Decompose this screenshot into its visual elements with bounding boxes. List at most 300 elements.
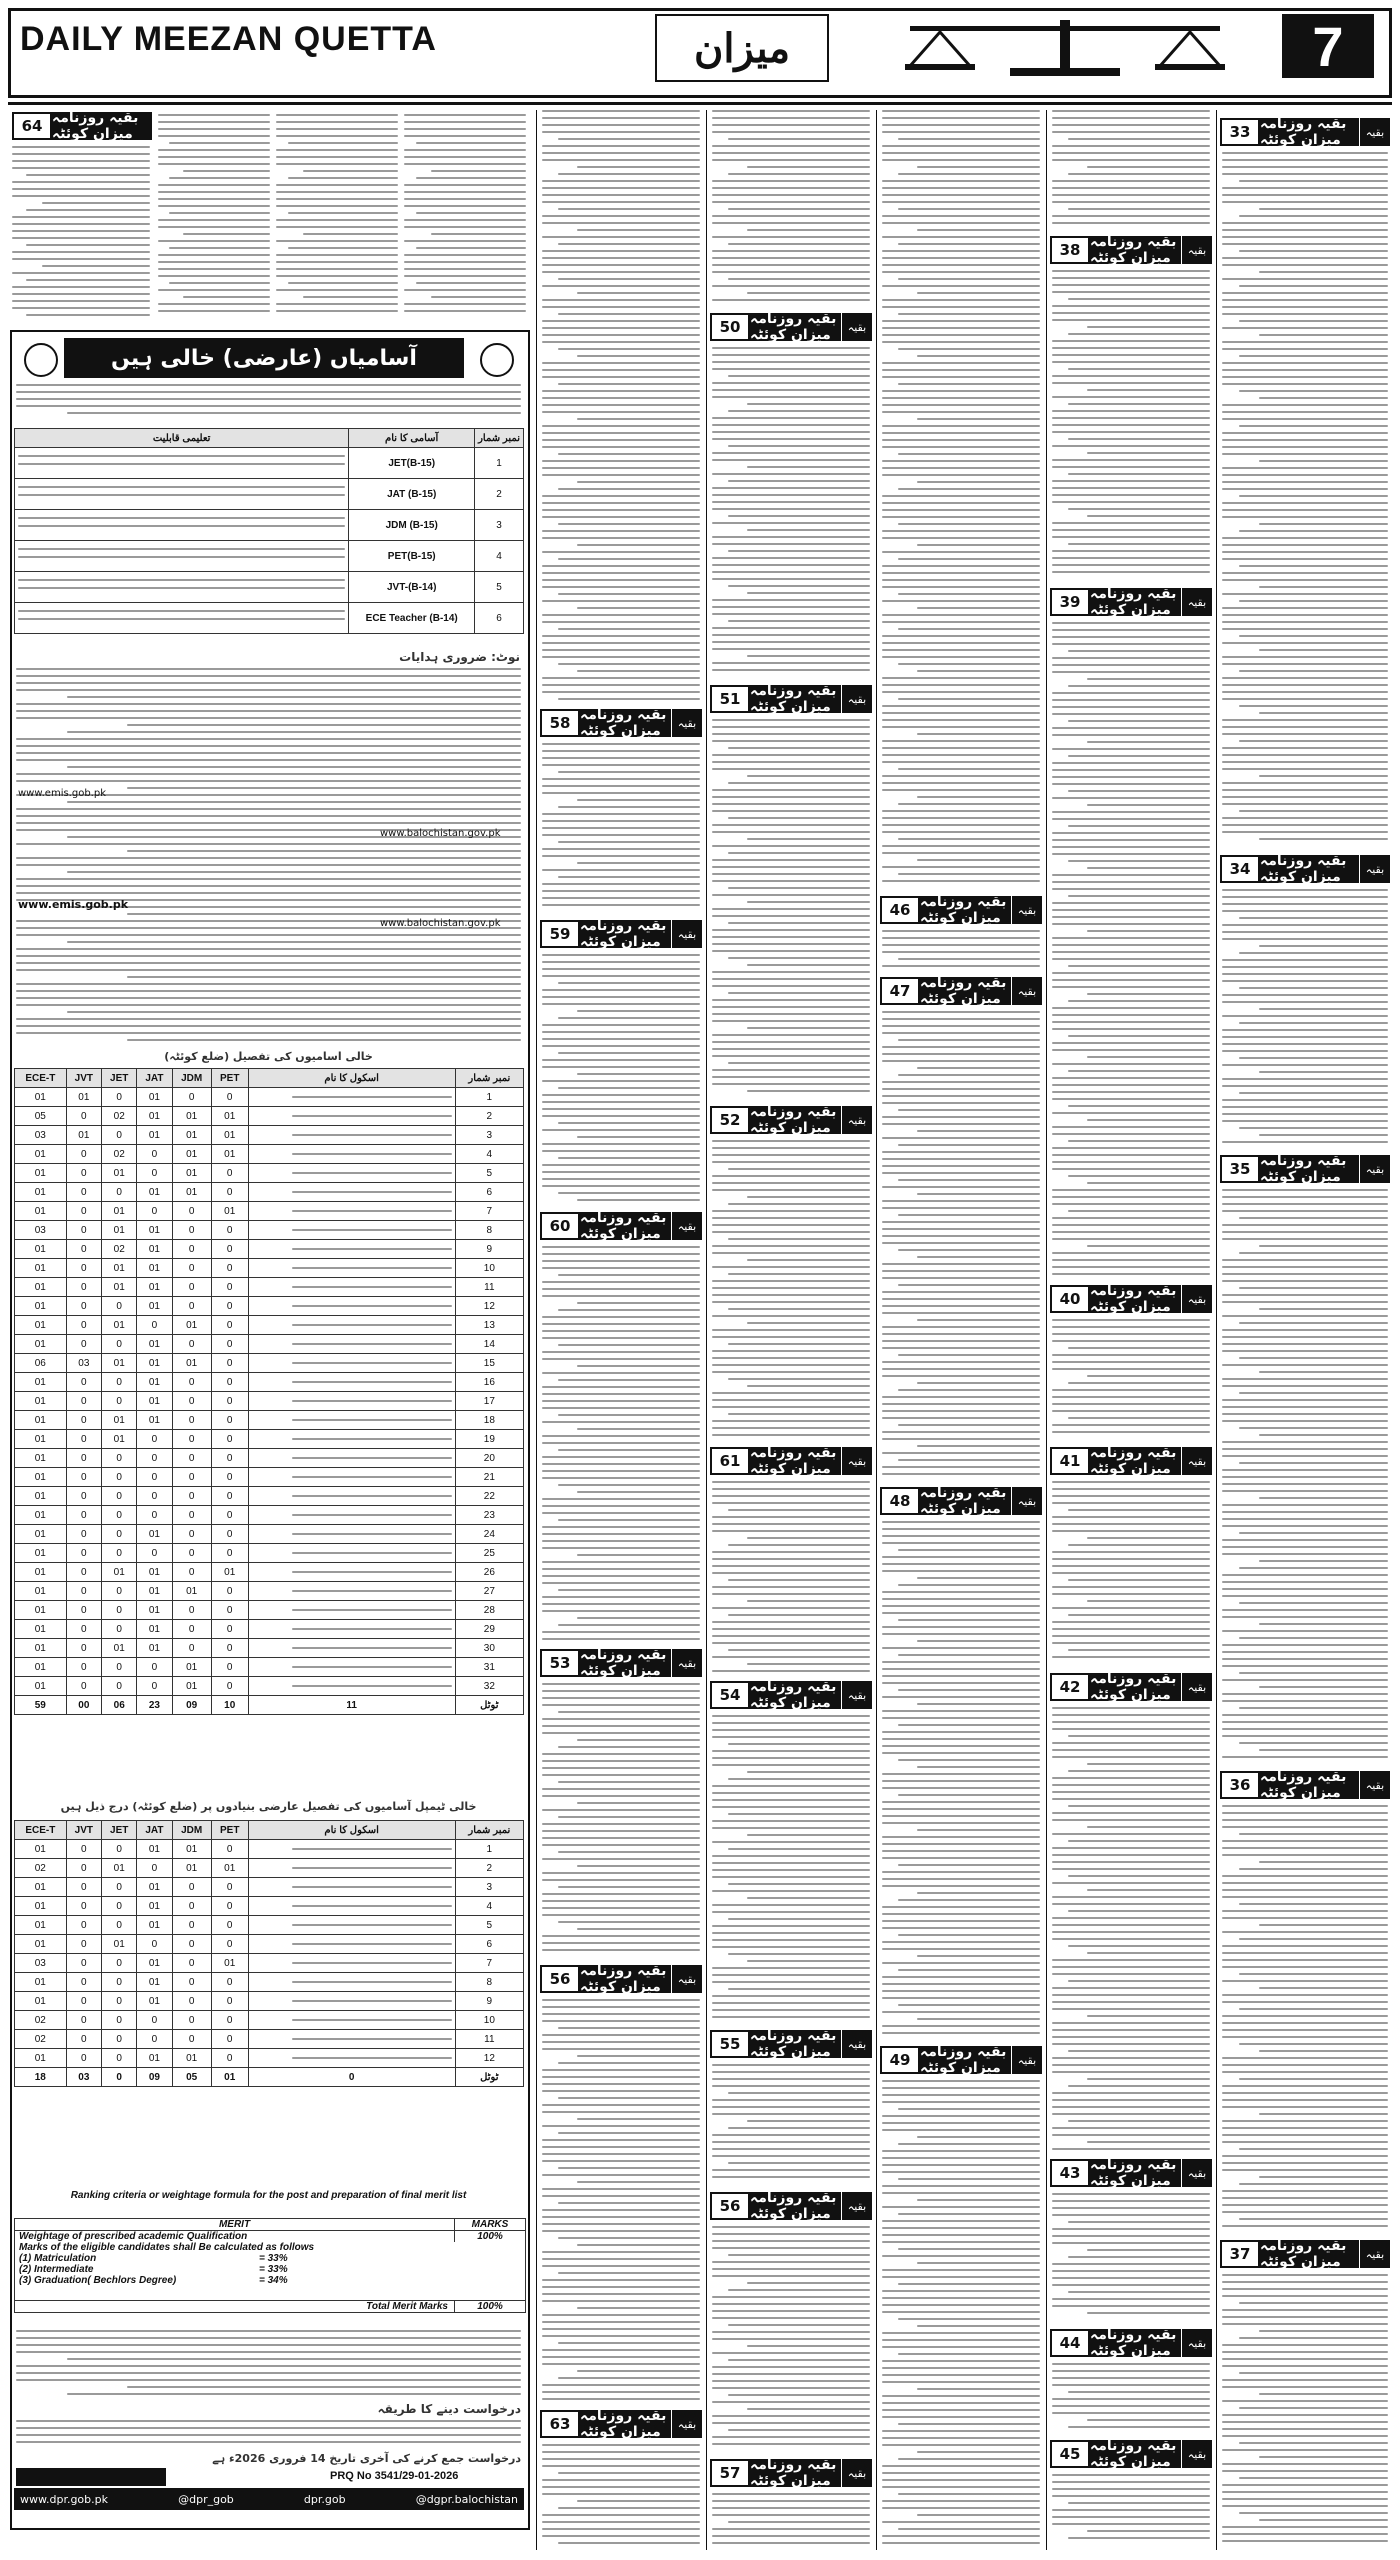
text-line (712, 936, 870, 938)
text-line (542, 390, 700, 392)
text-line (712, 859, 870, 861)
continuation-tag: بقیہ (671, 709, 702, 737)
text-line (1052, 1721, 1210, 1723)
text-line (882, 1752, 1040, 1754)
text-line (1239, 2337, 1388, 2339)
count-cell: 0 (137, 1487, 172, 1506)
text-line (558, 771, 700, 773)
text-line (1052, 1530, 1210, 1532)
text-line (1052, 2228, 1210, 2230)
continuation-heading (880, 896, 1042, 924)
text-line (542, 1150, 700, 1152)
text-line (1259, 271, 1388, 273)
text-line (558, 173, 700, 175)
count-cell: 01 (137, 1878, 172, 1897)
text-line (542, 1704, 700, 1706)
text-line (1052, 291, 1210, 293)
table1-title: خالی اسامیوں کی تفصیل (ضلع کوئٹہ) (164, 1050, 373, 1063)
text-line (577, 1365, 700, 1367)
count-cell: 0 (172, 1506, 211, 1525)
text-line (712, 1175, 870, 1177)
text-line (577, 2370, 700, 2372)
text-line (882, 1116, 1040, 1118)
text-line (728, 1168, 870, 1170)
school-name-cell (248, 1897, 455, 1916)
continuation-label: بقیہ روزنامہ میزان کوئٹہ (1090, 2329, 1181, 2357)
continuation-heading (710, 2459, 872, 2487)
text-line (1052, 2008, 1210, 2010)
text-line (1222, 1106, 1388, 1108)
text-line (1222, 1966, 1388, 1968)
school-name-cell (248, 2011, 455, 2030)
table-row (15, 1145, 524, 1164)
merit-value: = 33% (259, 2253, 288, 2264)
text-line (577, 2500, 700, 2502)
website-balochistan-2[interactable]: www.balochistan.gov.pk (380, 918, 501, 929)
text-line (1052, 131, 1210, 133)
text-line (712, 522, 870, 524)
text-line (882, 131, 1040, 133)
text-line (882, 831, 1040, 833)
post-number: 3 (475, 510, 524, 541)
text-line (882, 677, 1040, 679)
text-line (127, 913, 521, 915)
text-line (728, 992, 870, 994)
text-line (1222, 1910, 1388, 1912)
text-line (728, 1413, 870, 1415)
text-line (1222, 2155, 1388, 2157)
text-line (712, 2436, 870, 2438)
footer-instagram[interactable]: dpr.gob (303, 2492, 346, 2506)
text-line (1068, 1840, 1210, 1842)
text-line (577, 1428, 700, 1430)
text-line (898, 1179, 1040, 1181)
instructions-text (16, 668, 521, 1046)
continuation-label: بقیہ روزنامہ میزان کوئٹہ (580, 2410, 671, 2438)
text-line (542, 516, 700, 518)
text-line (558, 138, 700, 140)
text-line (917, 166, 1040, 168)
text-line (882, 2437, 1040, 2439)
text-line (558, 1122, 700, 1124)
table-row (15, 1354, 524, 1373)
text-line (1222, 663, 1388, 665)
text-line (1052, 215, 1210, 217)
text-line (712, 2310, 870, 2312)
text-line (882, 740, 1040, 742)
table-row (15, 1897, 524, 1916)
text-line (712, 2366, 870, 2368)
footer-website[interactable]: www.dpr.gob.pk (20, 2492, 108, 2506)
row-number: 16 (455, 1373, 523, 1392)
text-line (1222, 656, 1388, 658)
text-line (1222, 1588, 1388, 1590)
text-line (712, 1280, 870, 1282)
text-line (542, 2493, 700, 2495)
text-line (1259, 1861, 1388, 1863)
column-header: JDM (172, 1069, 211, 1088)
text-line (12, 237, 150, 239)
text-line (558, 1157, 700, 1159)
text-line (898, 278, 1040, 280)
text-line (1222, 2029, 1388, 2031)
text-line (712, 110, 870, 112)
website-emis[interactable]: www.emis.gob.pk (18, 788, 106, 799)
text-line (712, 2099, 870, 2101)
count-cell: 01 (137, 1259, 172, 1278)
text-line (542, 1683, 700, 1685)
text-line (16, 955, 521, 957)
text-line (1052, 1854, 1210, 1856)
continuation-number: 47 (880, 977, 920, 1005)
column-header: نمبر شمار (455, 1069, 523, 1088)
continuation-heading (1050, 236, 1212, 264)
text-line (1222, 1113, 1388, 1115)
text-line (577, 1739, 700, 1741)
continuation-number: 40 (1050, 1285, 1090, 1313)
text-line (712, 1523, 870, 1525)
text-line (1222, 1196, 1388, 1198)
news-column (1218, 110, 1392, 2550)
text-line (404, 128, 526, 130)
text-line (1052, 2488, 1210, 2490)
text-line (577, 2181, 700, 2183)
text-line (882, 2164, 1040, 2166)
text-line (1259, 2393, 1388, 2395)
text-line (1052, 1861, 1210, 1863)
text-line (542, 743, 700, 745)
text-line (169, 142, 270, 144)
text-line (1052, 846, 1210, 848)
count-cell: 01 (66, 1088, 101, 1107)
text-line (882, 2409, 1040, 2411)
text-line (67, 906, 522, 908)
text-line (882, 866, 1040, 868)
text-line (1259, 945, 1388, 947)
table-row (15, 1916, 524, 1935)
text-line (917, 1703, 1040, 1705)
text-line (882, 2234, 1040, 2236)
text-line (882, 2486, 1040, 2488)
text-line (728, 887, 870, 889)
text-line (1052, 1333, 1210, 1335)
text-line (712, 2002, 870, 2004)
text-line (882, 572, 1040, 574)
post-number: 4 (475, 541, 524, 572)
text-line (1259, 2176, 1388, 2178)
text-line (558, 2377, 700, 2379)
text-line (183, 233, 270, 235)
table-row (15, 2049, 524, 2068)
count-cell: 0 (66, 1487, 101, 1506)
text-line (712, 789, 870, 791)
text-line (882, 502, 1040, 504)
text-line (16, 752, 521, 754)
text-line (882, 649, 1040, 651)
text-line (127, 850, 521, 852)
text-line (728, 1953, 870, 1955)
text-line (1222, 1980, 1388, 1982)
count-cell: 0 (172, 1221, 211, 1240)
text-line (16, 2427, 521, 2429)
text-line (1222, 1896, 1388, 1898)
text-line (882, 271, 1040, 273)
count-cell: 01 (137, 1240, 172, 1259)
text-line (1222, 698, 1388, 700)
continuation-heading (1220, 118, 1390, 146)
text-line (67, 731, 522, 733)
text-line (558, 1087, 700, 1089)
text-line (747, 466, 870, 468)
text-line (1222, 1889, 1388, 1891)
count-cell: 0 (66, 1897, 101, 1916)
text-line (1222, 1085, 1388, 1087)
text-line (16, 2344, 521, 2346)
text-line (1222, 2400, 1388, 2402)
text-line (1052, 1714, 1210, 1716)
school-name-cell (248, 1677, 455, 1696)
text-line (1052, 1112, 1210, 1114)
text-line (1068, 1735, 1210, 1737)
row-number: 30 (455, 1639, 523, 1658)
text-line (577, 481, 700, 483)
footer-facebook[interactable]: @dgpr.balochistan (415, 2492, 518, 2506)
text-line (16, 398, 521, 400)
text-line (917, 1193, 1040, 1195)
text-line (1052, 180, 1210, 182)
continuation-label: بقیہ روزنامہ میزان کوئٹہ (1090, 2159, 1181, 2187)
text-line (712, 613, 870, 615)
continuation-label: بقیہ روزنامہ میزان کوئٹہ (1090, 1447, 1181, 1475)
count-cell: 0 (172, 1916, 211, 1935)
column-header: JAT (137, 1821, 172, 1840)
text-line (577, 1010, 700, 1012)
text-line (292, 1647, 452, 1649)
text-line (1052, 629, 1210, 631)
text-line (1087, 2078, 1210, 2080)
text-line (1222, 516, 1388, 518)
text-line (1222, 1525, 1388, 1527)
article-text (1052, 2474, 1210, 2550)
text-line (542, 1288, 700, 1290)
text-line (158, 275, 270, 277)
text-line (1222, 313, 1388, 315)
text-line (917, 796, 1040, 798)
continuation-heading (710, 313, 872, 341)
website-balochistan[interactable]: www.balochistan.gov.pk (380, 828, 501, 839)
text-line (728, 2289, 870, 2291)
text-line (728, 922, 870, 924)
text-line (1259, 2113, 1388, 2115)
school-name-cell (248, 1354, 455, 1373)
text-line (882, 810, 1040, 812)
text-line (16, 773, 521, 775)
footer-twitter[interactable]: @dpr_gob (178, 2492, 234, 2506)
text-line (558, 1274, 700, 1276)
count-cell: 01 (15, 1145, 67, 1164)
count-cell: 01 (15, 1563, 67, 1582)
text-line (1087, 326, 1210, 328)
text-line (1239, 2512, 1388, 2514)
text-line (1222, 2015, 1388, 2017)
text-line (16, 384, 521, 386)
text-line (1222, 1099, 1388, 1101)
continuation-heading (710, 685, 872, 713)
text-line (1222, 1238, 1388, 1240)
text-line (882, 2374, 1040, 2376)
text-line (1052, 2092, 1210, 2094)
text-line (542, 1442, 700, 1444)
school-name-cell (248, 1916, 455, 1935)
text-line (1052, 2071, 1210, 2073)
text-line (1087, 452, 1210, 454)
text-line (1068, 1945, 1210, 1947)
text-line (728, 957, 870, 959)
continuation-number: 49 (880, 2046, 920, 2074)
text-line (542, 1907, 700, 1909)
text-line (728, 1238, 870, 1240)
text-line (1052, 2405, 1210, 2407)
text-line (1052, 2284, 1210, 2286)
text-line (1052, 1224, 1210, 1226)
count-cell: 01 (15, 1992, 67, 2011)
count-cell: 0 (66, 1107, 101, 1126)
text-line (898, 348, 1040, 350)
text-line (292, 1886, 452, 1888)
text-line (882, 2171, 1040, 2173)
text-line (542, 236, 700, 238)
text-line (728, 243, 870, 245)
text-line (542, 975, 700, 977)
count-cell: 0 (66, 1411, 101, 1430)
text-line (712, 1041, 870, 1043)
text-line (288, 247, 398, 249)
text-line (712, 1862, 870, 1864)
row-number: 25 (455, 1544, 523, 1563)
text-line (1222, 1455, 1388, 1457)
text-line (917, 292, 1040, 294)
text-line (1052, 1424, 1210, 1426)
text-line (12, 258, 150, 260)
text-line (542, 1164, 700, 1166)
text-line (288, 212, 398, 214)
text-line (1052, 1340, 1210, 1342)
text-line (1068, 298, 1210, 300)
text-line (1052, 2207, 1210, 2209)
text-line (577, 292, 700, 294)
text-line (1222, 2134, 1388, 2136)
text-line (1222, 173, 1388, 175)
continuation-heading (1050, 2159, 1212, 2187)
text-line (1222, 278, 1388, 280)
text-line (404, 114, 526, 116)
text-line (882, 705, 1040, 707)
count-cell: 0 (102, 1487, 137, 1506)
news-column (708, 110, 874, 2550)
text-line (542, 117, 700, 119)
text-line (712, 389, 870, 391)
text-line (558, 876, 700, 878)
text-line (712, 908, 870, 910)
text-line (1222, 2064, 1388, 2066)
table-row (15, 1620, 524, 1639)
count-cell: 0 (211, 1373, 248, 1392)
text-line (577, 1136, 700, 1138)
article-text (712, 719, 870, 1102)
text-line (1052, 466, 1210, 468)
text-line (882, 1745, 1040, 1747)
text-line (1222, 2505, 1388, 2507)
text-line (1052, 671, 1210, 673)
text-line (542, 1823, 700, 1825)
text-line (917, 1829, 1040, 1831)
text-line (882, 320, 1040, 322)
text-line (1068, 1140, 1210, 1142)
text-line (158, 128, 270, 130)
column-header: JAT (137, 1069, 172, 1088)
text-line (1259, 1560, 1388, 1562)
count-cell: 01 (15, 1935, 67, 1954)
text-line (747, 1196, 870, 1198)
school-name-cell (248, 1373, 455, 1392)
text-line (1239, 355, 1388, 357)
text-line (292, 1628, 452, 1630)
merit-value: = 34% (259, 2275, 288, 2286)
count-cell: 0 (102, 1620, 137, 1639)
text-line (728, 1813, 870, 1815)
text-line (1068, 473, 1210, 475)
text-line (1239, 2183, 1388, 2185)
text-line (1222, 1546, 1388, 1548)
text-line (1259, 1749, 1388, 1751)
text-line (1239, 810, 1388, 812)
website-emis-2[interactable]: www.emis.gob.pk (18, 898, 129, 911)
text-line (712, 2387, 870, 2389)
text-line (542, 1935, 700, 1937)
text-line (1068, 1382, 1210, 1384)
text-line (882, 1081, 1040, 1083)
text-line (712, 2155, 870, 2157)
count-cell: 01 (172, 1677, 211, 1696)
text-line (1222, 1029, 1388, 1031)
table-row (15, 1183, 524, 1202)
text-line (42, 265, 150, 267)
text-line (1222, 607, 1388, 609)
text-line (542, 1872, 700, 1874)
text-line (882, 2416, 1040, 2418)
continuation-number: 48 (880, 1487, 920, 1515)
text-line (542, 460, 700, 462)
text-line (16, 1025, 521, 1027)
text-line (882, 1137, 1040, 1139)
continuation-tag: بقیہ (841, 2030, 872, 2058)
text-line (917, 733, 1040, 735)
text-line (292, 1381, 452, 1383)
text-line (712, 1224, 870, 1226)
text-line (882, 1717, 1040, 1719)
text-line (292, 1096, 452, 1098)
text-line (404, 219, 526, 221)
article-text (882, 1011, 1040, 1483)
text-line (1052, 1007, 1210, 1009)
text-line (747, 592, 870, 594)
text-line (712, 1020, 870, 1022)
text-line (1087, 166, 1210, 168)
text-line (1052, 762, 1210, 764)
text-line (542, 813, 700, 815)
text-line (1239, 215, 1388, 217)
text-line (1087, 1952, 1210, 1954)
